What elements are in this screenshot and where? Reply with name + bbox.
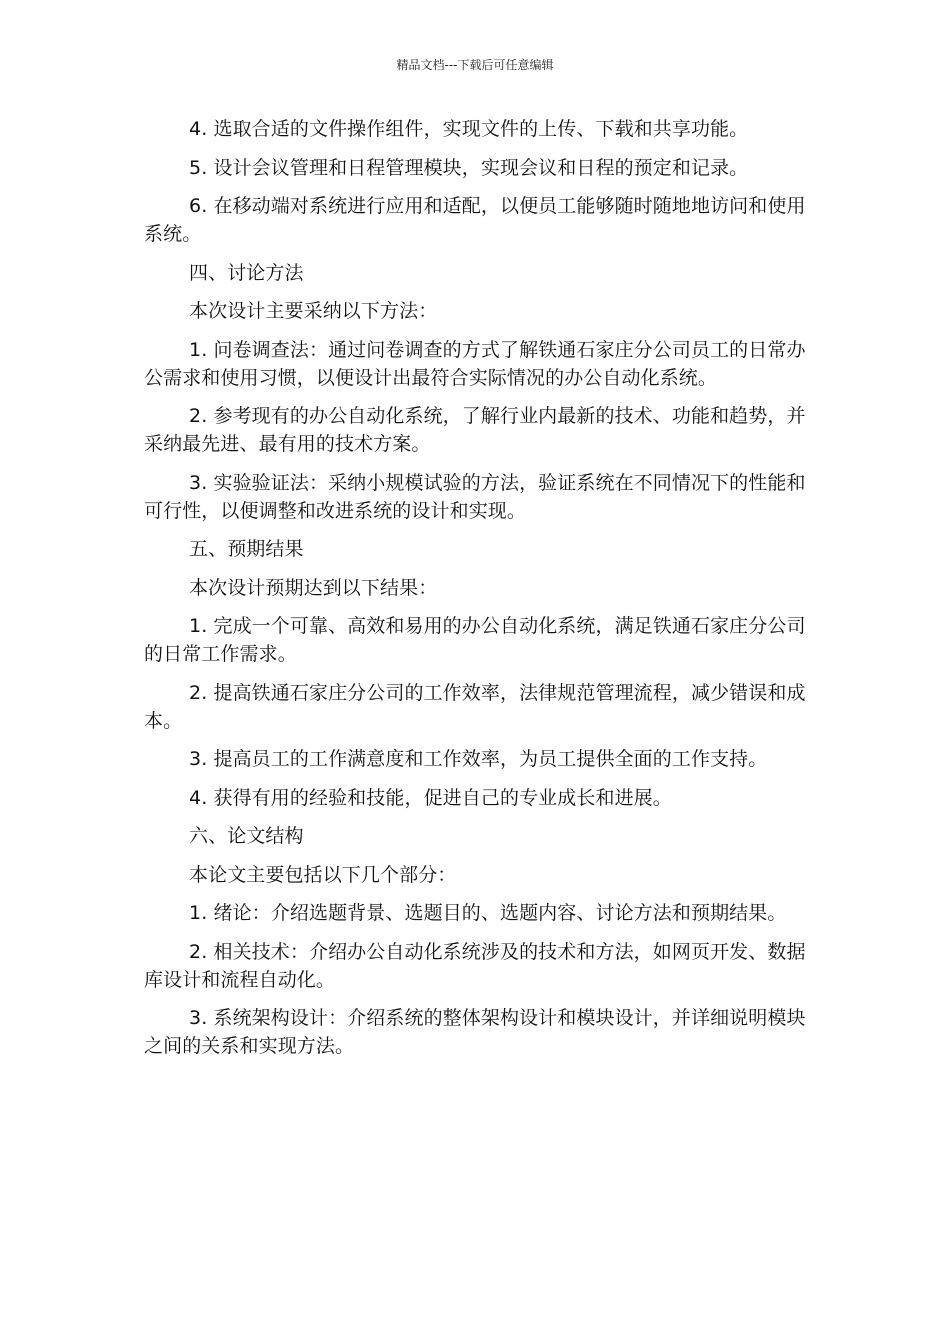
list-item-complete-system: 1. 完成一个可靠、高效和易用的办公自动化系统，满足铁通石家庄分公司的日常工作需求。 — [144, 615, 806, 665]
list-item-introduction: 1. 绪论：介绍选题背景、选题目的、选题内容、讨论方法和预期结果。 — [189, 902, 787, 924]
list-item-experiment: 3. 实验验证法：采纳小规模试验的方法，验证系统在不同情况下的性能和可行性，以便调整和改进系统的设计和实现。 — [144, 471, 806, 522]
document-body — [144, 115, 810, 1071]
list-item-reference-systems: 2. 参考现有的办公自动化系统，了解行业内最新的技术、功能和趋势，并采纳最先进、最有用的技术方案。 — [144, 405, 806, 455]
list-item-select-file-component: 4. 选取合适的文件操作组件，实现文件的上传、下载和共享功能。 — [189, 118, 749, 140]
list-item-satisfaction: 3. 提高员工的工作满意度和工作效率，为员工提供全面的工作支持。 — [189, 748, 768, 770]
list-item-efficiency: 2. 提高铁通石家庄分公司的工作效率，法律规范管理流程，减少错误和成本。 — [144, 681, 806, 732]
page-header: 精品文档---下载后可任意编辑 — [396, 58, 554, 72]
section-heading-methods: 四、讨论方法 — [189, 261, 304, 284]
section-heading-structure: 六、论文结构 — [189, 825, 304, 847]
results-intro: 本次设计预期达到以下结果： — [189, 576, 438, 599]
list-item-mobile-adaptation: 6. 在移动端对系统进行应用和适配，以便员工能够随时随地地访问和使用系统。 — [144, 195, 806, 245]
list-item-meeting-schedule-module: 5. 设计会议管理和日程管理模块，实现会议和日程的预定和记录。 — [189, 156, 749, 179]
list-item-questionnaire: 1. 问卷调查法：通过问卷调查的方式了解铁通石家庄分公司员工的日常办公需求和使用习惯，以便设计出最符合实际情况的办公自动化系统。 — [144, 338, 806, 389]
methods-intro: 本次设计主要采纳以下方法： — [189, 300, 438, 322]
structure-intro: 本论文主要包括以下几个部分： — [189, 863, 457, 886]
section-heading-expected-results: 五、预期结果 — [189, 538, 304, 560]
list-item-related-tech: 2. 相关技术：介绍办公自动化系统涉及的技术和方法，如网页开发、数据库设计和流程自动化。 — [144, 940, 806, 991]
list-item-architecture: 3. 系统架构设计：介绍系统的整体架构设计和模块设计，并详细说明模块之间的关系和实现方法。 — [144, 1007, 806, 1057]
list-item-experience: 4. 获得有用的经验和技能，促进自己的专业成长和进展。 — [189, 786, 672, 809]
